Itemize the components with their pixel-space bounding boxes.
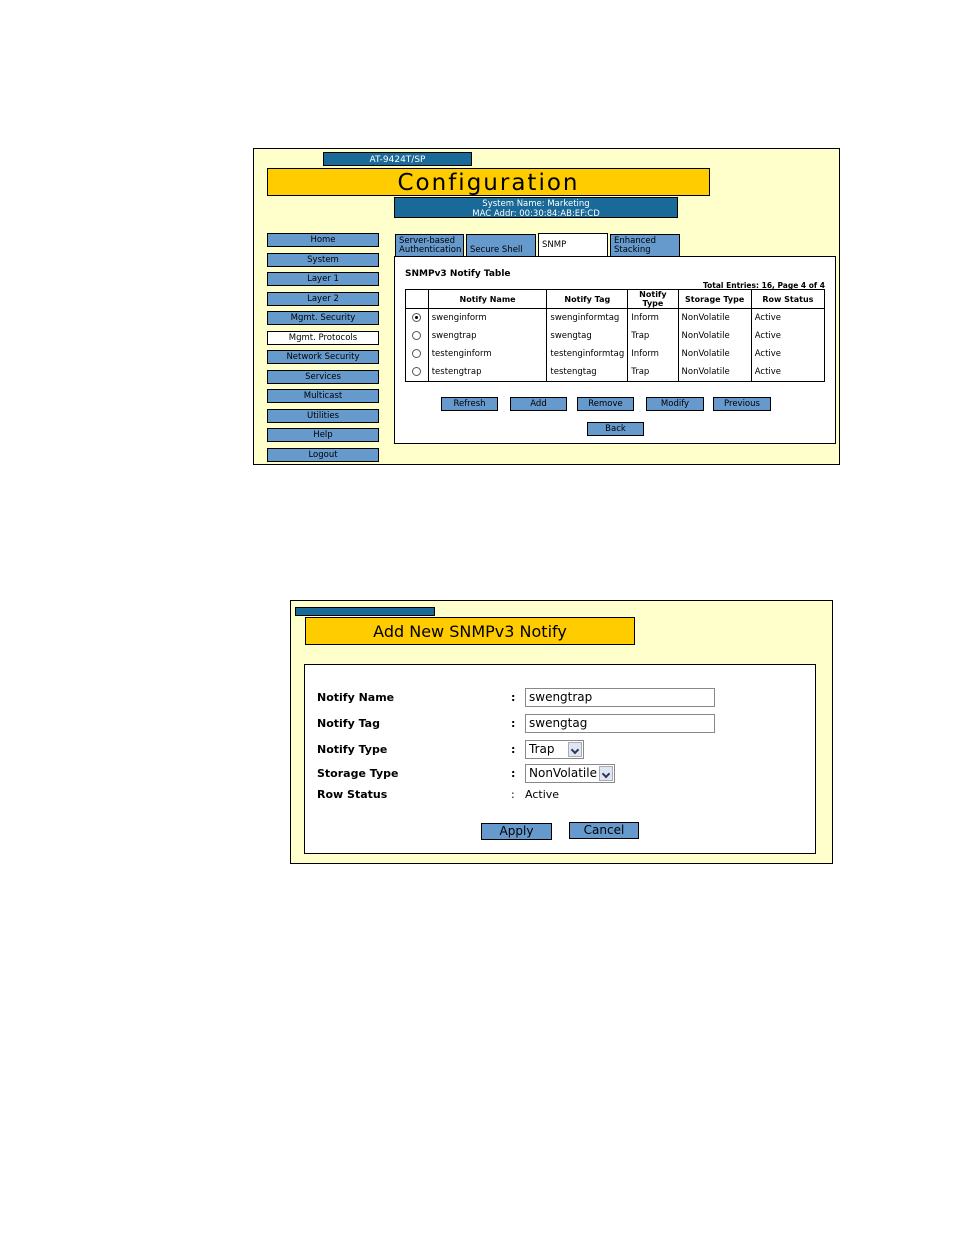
row-radio-button[interactable] [412, 367, 421, 376]
row-status-value: Active [525, 788, 560, 801]
sidebar-item-mgmt-security[interactable]: Mgmt. Security [267, 311, 379, 325]
cell-row-status: Active [751, 363, 824, 382]
colon: : [511, 788, 515, 801]
cell-notify-tag: testenginformtag [547, 345, 628, 363]
cancel-button[interactable]: Cancel [569, 822, 639, 839]
cell-notify-name: testengtrap [428, 363, 547, 382]
table-row [406, 309, 825, 328]
sidebar-item-multicast[interactable]: Multicast [267, 389, 379, 403]
tab-label: SNMP [542, 240, 567, 250]
cell-notify-tag: testengtag [547, 363, 628, 382]
chevron-down-icon [568, 742, 582, 757]
storage-type-select[interactable] [525, 764, 615, 783]
page-title: Add New SNMPv3 Notify [305, 617, 635, 645]
sidebar-item-system[interactable]: System [267, 253, 379, 267]
column-header-select [406, 290, 429, 309]
cell-notify-type: Trap [628, 327, 678, 345]
sidebar-item-mgmt-protocols[interactable]: Mgmt. Protocols [267, 331, 379, 345]
cell-notify-name: testenginform [428, 345, 547, 363]
cell-row-status: Active [751, 345, 824, 363]
tab-label-line2: Authentication [399, 245, 462, 255]
add-notify-window [290, 600, 833, 864]
table-row [406, 345, 825, 363]
colon: : [511, 691, 516, 704]
cell-row-status: Active [751, 327, 824, 345]
system-info [394, 197, 678, 218]
row-status-label: Row Status [317, 788, 388, 801]
cell-storage-type: NonVolatile [678, 309, 751, 328]
remove-button[interactable]: Remove [577, 397, 634, 411]
snmp-panel [394, 256, 836, 444]
sidebar-item-help[interactable]: Help [267, 428, 379, 442]
table-row [406, 363, 825, 382]
tab-label-line1: Enhanced [614, 236, 657, 246]
column-header-storage-type: Storage Type [678, 290, 751, 309]
tab-label-line2: Stacking [614, 245, 651, 255]
sidebar-item-utilities[interactable]: Utilities [267, 409, 379, 423]
previous-button[interactable]: Previous [713, 397, 771, 411]
add-notify-form [304, 664, 816, 854]
page-title: Configuration [267, 168, 710, 196]
column-header-notify-name: Notify Name [428, 290, 547, 309]
cell-notify-tag: swengtag [547, 327, 628, 345]
column-header-row-status: Row Status [751, 290, 824, 309]
header-strip [295, 607, 435, 616]
tab-secure-shell[interactable] [466, 234, 536, 256]
model-label: AT-9424T/SP [323, 152, 472, 166]
notify-type-label: Notify Type [317, 743, 388, 756]
panel-title: SNMPv3 Notify Table [405, 269, 511, 279]
row-radio-button[interactable] [412, 313, 421, 322]
cell-notify-type: Trap [628, 363, 678, 382]
apply-button[interactable]: Apply [481, 823, 552, 840]
total-entries: Total Entries: 16, Page 4 of 4 [703, 281, 825, 290]
sidebar-item-services[interactable]: Services [267, 370, 379, 384]
configuration-window [253, 148, 840, 465]
cell-storage-type: NonVolatile [678, 327, 751, 345]
column-header-notify-tag: Notify Tag [547, 290, 628, 309]
sidebar-item-home[interactable]: Home [267, 233, 379, 247]
chevron-down-icon [599, 766, 613, 781]
table-row [406, 327, 825, 345]
tab-label: Secure Shell [470, 245, 523, 255]
storage-type-label: Storage Type [317, 767, 399, 780]
notify-tag-input[interactable]: swengtag [525, 714, 715, 733]
refresh-button[interactable]: Refresh [441, 397, 498, 411]
cell-notify-tag: swenginformtag [547, 309, 628, 328]
modify-button[interactable]: Modify [646, 397, 704, 411]
mac-address: MAC Addr: 00:30:84:AB:EF:CD [472, 209, 600, 219]
notify-type-select[interactable] [525, 740, 584, 759]
cell-notify-type: Inform [628, 309, 678, 328]
notify-tag-label: Notify Tag [317, 717, 380, 730]
cell-row-status: Active [751, 309, 824, 328]
tab-label-line1: Server-based [399, 236, 456, 246]
back-button[interactable]: Back [587, 422, 644, 436]
row-radio-button[interactable] [412, 349, 421, 358]
sidebar-item-network-security[interactable]: Network Security [267, 350, 379, 364]
tab-snmp[interactable] [538, 233, 608, 256]
column-header-notify-type: Notify Type [628, 290, 678, 309]
colon: : [511, 767, 516, 780]
cell-notify-name: swenginform [428, 309, 547, 328]
system-name: System Name: Marketing [482, 199, 590, 209]
row-radio-button[interactable] [412, 331, 421, 340]
storage-type-value: NonVolatile [529, 766, 597, 780]
cell-notify-type: Inform [628, 345, 678, 363]
colon: : [511, 743, 516, 756]
add-button[interactable]: Add [510, 397, 567, 411]
notify-table [405, 289, 825, 382]
colon: : [511, 717, 516, 730]
sidebar-item-logout[interactable]: Logout [267, 448, 379, 462]
cell-storage-type: NonVolatile [678, 363, 751, 382]
notify-name-input[interactable]: swengtrap [525, 688, 715, 707]
sidebar-item-layer-1[interactable]: Layer 1 [267, 272, 379, 286]
notify-name-label: Notify Name [317, 691, 395, 704]
notify-type-value: Trap [529, 742, 555, 756]
tab-enhanced-stacking[interactable] [610, 234, 680, 256]
sidebar-item-layer-2[interactable]: Layer 2 [267, 292, 379, 306]
cell-storage-type: NonVolatile [678, 345, 751, 363]
cell-notify-name: swengtrap [428, 327, 547, 345]
tab-server-based-authentication[interactable] [395, 234, 464, 256]
